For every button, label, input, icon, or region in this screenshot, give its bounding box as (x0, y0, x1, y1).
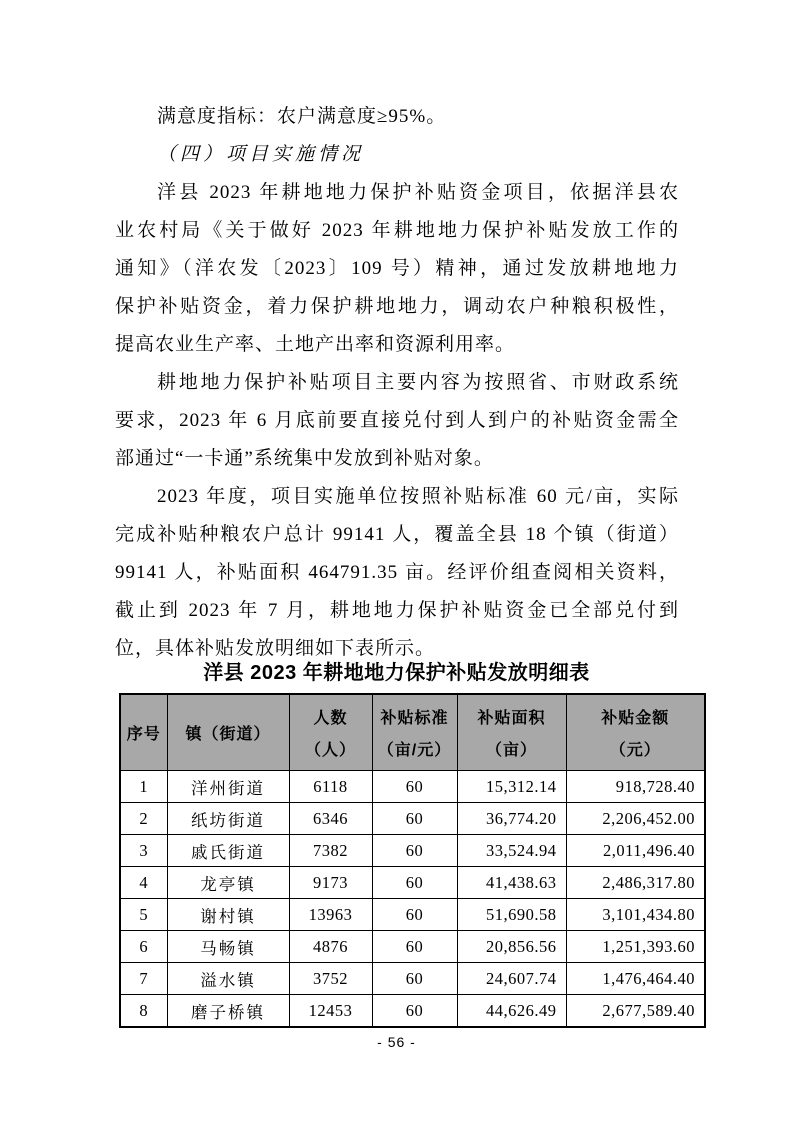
table-row (120, 771, 705, 803)
cell-index: 2 (120, 803, 167, 835)
page-number: - 56 - (377, 1034, 416, 1050)
table-header (120, 694, 705, 771)
cell-amount: 1,476,464.40 (566, 963, 705, 995)
cell-town: 磨子桥镇 (167, 995, 289, 1028)
cell-amount: 1,251,393.60 (566, 931, 705, 963)
cell-town: 戚氏街道 (167, 835, 289, 867)
body-line: 完成补贴种粮农户总计 99141 人，覆盖全县 18 个镇（街道） (115, 524, 679, 545)
cell-standard: 60 (372, 867, 457, 899)
cell-amount: 3,101,434.80 (566, 899, 705, 931)
cell-index: 6 (120, 931, 167, 963)
body-line: 耕地地力保护补贴项目主要内容为按照省、市财政系统 (157, 372, 679, 393)
header-unit: （亩/元） (377, 742, 452, 760)
cell-town: 龙亭镇 (167, 867, 289, 899)
cell-amount: 2,677,589.40 (566, 995, 705, 1028)
table-row (120, 803, 705, 835)
cell-town: 马畅镇 (167, 931, 289, 963)
cell-area: 15,312.14 (457, 771, 566, 803)
body-line: 截止到 2023 年 7 月，耕地地力保护补贴资金已全部兑付到 (115, 600, 679, 621)
table-row (120, 963, 705, 995)
cell-amount: 918,728.40 (566, 771, 705, 803)
body-line: 通知》（洋农发〔2023〕109 号）精神，通过发放耕地地力 (115, 258, 679, 279)
cell-standard: 60 (372, 963, 457, 995)
body-line: 部通过“一卡通”系统集中发放到补贴对象。 (115, 448, 494, 469)
header-cell-area (457, 694, 566, 771)
cell-people: 7382 (289, 835, 372, 867)
header-unit: （元） (609, 742, 661, 760)
header-label: 序号 (126, 726, 161, 743)
table-row (120, 867, 705, 899)
table-title: 洋县 2023 年耕地地力保护补贴发放明细表 (203, 662, 590, 684)
cell-standard: 60 (372, 835, 457, 867)
header-label: 补贴金额 (601, 709, 670, 727)
section-heading: （四）项目实施情况 (157, 144, 365, 165)
cell-people: 12453 (289, 995, 372, 1028)
cell-standard: 60 (372, 771, 457, 803)
table-row (120, 995, 705, 1028)
header-cell-town (167, 694, 289, 771)
cell-area: 36,774.20 (457, 803, 566, 835)
body-line: 2023 年度，项目实施单位按照补贴标准 60 元/亩，实际 (157, 486, 679, 507)
body-line: 保护补贴资金，着力保护耕地地力，调动农户种粮积极性， (115, 296, 679, 317)
header-label: 补贴面积 (477, 709, 546, 727)
cell-town: 谢村镇 (167, 899, 289, 931)
cell-area: 24,607.74 (457, 963, 566, 995)
cell-people: 6346 (289, 803, 372, 835)
cell-amount: 2,486,317.80 (566, 867, 705, 899)
cell-people: 6118 (289, 771, 372, 803)
cell-index: 7 (120, 963, 167, 995)
cell-index: 8 (120, 995, 167, 1028)
cell-index: 3 (120, 835, 167, 867)
cell-area: 51,690.58 (457, 899, 566, 931)
header-label: 镇（街道） (185, 726, 271, 743)
header-label: 补贴标准 (380, 709, 449, 727)
cell-index: 1 (120, 771, 167, 803)
cell-area: 44,626.49 (457, 995, 566, 1028)
cell-town: 溢水镇 (167, 963, 289, 995)
cell-amount: 2,206,452.00 (566, 803, 705, 835)
body-line: 位，具体补贴发放明细如下表所示。 (115, 638, 436, 659)
cell-town: 纸坊街道 (167, 803, 289, 835)
header-cell-standard (372, 694, 457, 771)
header-cell-amount (566, 694, 705, 771)
cell-index: 5 (120, 899, 167, 931)
body-line: 99141 人，补贴面积 464791.35 亩。经评价组查阅相关资料， (115, 562, 679, 583)
cell-standard: 60 (372, 995, 457, 1028)
table-row (120, 835, 705, 867)
body-line: 要求，2023 年 6 月底前要直接兑付到人到户的补贴资金需全 (115, 410, 679, 431)
body-line: 提高农业生产率、土地产出率和资源利用率。 (115, 334, 516, 355)
body-line: 满意度指标：农户满意度≥95%。 (157, 106, 447, 127)
cell-town: 洋州街道 (167, 771, 289, 803)
cell-amount: 2,011,496.40 (566, 835, 705, 867)
subsidy-table (119, 693, 706, 1028)
cell-area: 20,856.56 (457, 931, 566, 963)
header-cell-index (120, 694, 167, 771)
header-unit: （亩） (485, 742, 537, 760)
cell-standard: 60 (372, 899, 457, 931)
header-cell-people (289, 694, 372, 771)
body-line: 洋县 2023 年耕地地力保护补贴资金项目，依据洋县农 (157, 182, 679, 203)
table-body (120, 771, 705, 1028)
table-header-row (120, 694, 705, 771)
cell-people: 9173 (289, 867, 372, 899)
cell-area: 33,524.94 (457, 835, 566, 867)
cell-people: 4876 (289, 931, 372, 963)
header-unit: （人） (304, 742, 356, 760)
cell-area: 41,438.63 (457, 867, 566, 899)
body-text (115, 98, 679, 668)
cell-people: 3752 (289, 963, 372, 995)
table-row (120, 899, 705, 931)
body-line: 业农村局《关于做好 2023 年耕地地力保护补贴发放工作的 (115, 220, 679, 241)
cell-standard: 60 (372, 803, 457, 835)
cell-standard: 60 (372, 931, 457, 963)
cell-index: 4 (120, 867, 167, 899)
cell-people: 13963 (289, 899, 372, 931)
header-label: 人数 (313, 709, 348, 727)
table-row (120, 931, 705, 963)
